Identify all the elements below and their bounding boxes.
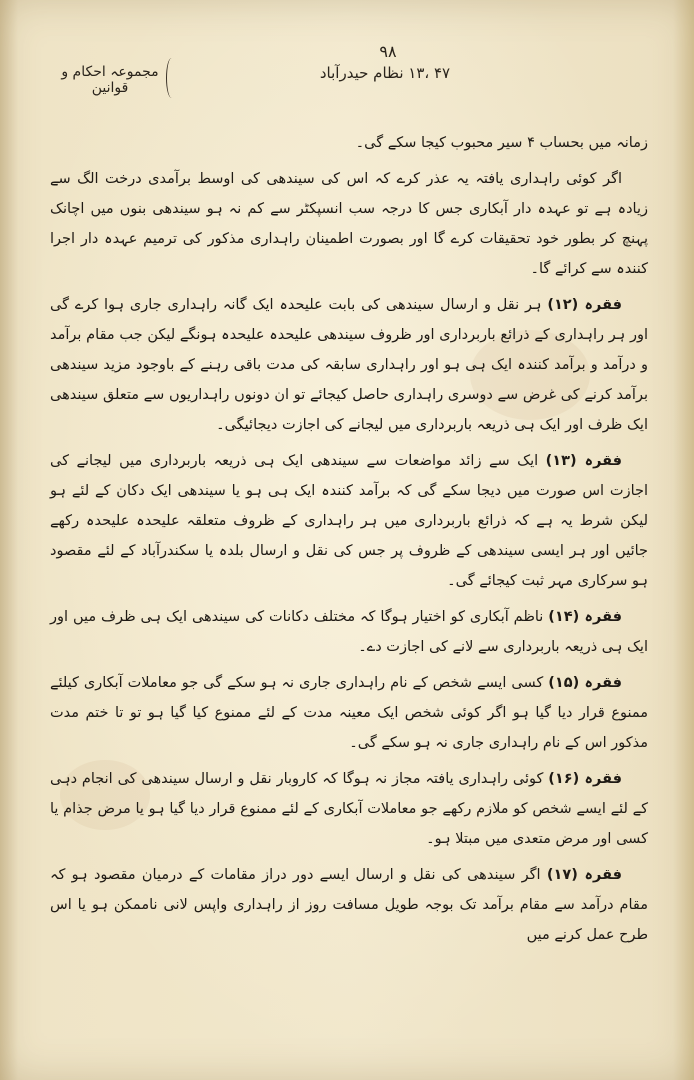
clause-label: فقرہ (۱۵) [548, 675, 622, 691]
clause-17 [50, 860, 648, 950]
clause-label: فقرہ (۱۷) [546, 867, 623, 883]
clause-text: کسی ایسے شخص کے نام راہداری جاری نہ ہو سکے گی جو معاملات آبکاری کیلئے ممنوع قرار دیا گیا ہو اگر کوئی شخص ایک معینہ مدت کے لئے ممنوع کیا گیا ہو تو تا ختم مدت مذکور اس کے نام راہداری جاری نہ ہو سکے گی۔ [50, 675, 648, 751]
paragraph [50, 128, 648, 158]
clause-13 [50, 446, 648, 596]
header-bracket [166, 58, 177, 98]
running-title: ۴۷ ،۱۳ نظام حیدرآباد [319, 64, 451, 82]
clause-15 [50, 668, 648, 758]
clause-label: فقرہ (۱۳) [545, 453, 623, 469]
clause-text: کوئی راہداری یافتہ مجاز نہ ہوگا کہ کاروبار نقل و ارسال سیندھی کی انجام دہی کے لئے ایسے شخص کو ملازم رکھے جو معاملات آبکاری کے لئے ممنوع قرار دیا گیا ہو یا مرض جذام یا کسی اور مرض متعدی میں مبتلا ہو۔ [50, 771, 648, 847]
paragraph-text: اگر کوئی راہداری یافتہ یہ عذر کرے کہ اس کی سیندھی کی اوسط برآمدی درخت الگ سے زیادہ ہے تو عہدہ دار آبکاری جس کا درجہ سب انسپکٹر سے کم نہ ہو سیندھی بنوں میں اچانک پہنچ کر بطور خود تحقیقات کرے گا اور بصورت اطمینان راہداری مذکور کی ترمیم عہدہ دار اجرا کنندہ سے کرائے گا۔ [50, 171, 648, 277]
paragraph [50, 164, 648, 284]
header-tag: مجموعہ احکام و قوانین [61, 64, 159, 96]
clause-text: ناظم آبکاری کو اختیار ہوگا کہ مختلف دکانات کی سیندھی ایک ہی ظرف میں اور ایک ہی ذریعہ باربرداری سے لانے کی اجازت دے۔ [50, 609, 648, 655]
clause-text: ہر نقل و ارسال سیندھی کی بابت علیحدہ ایک گانہ راہداری جاری ہوا کرے گی اور ہر راہداری کے ذرائع باربرداری اور ظروف سیندھی علیحدہ علیحدہ ہونگے لیکن جب مقام برآمد و درآمد و برآمد کنندہ ایک ہی ہو اور راہداری سابقہ کی مدت باقی رہنے کے باوجود مزید سیندھی برآمد کرنے کی غرض سے دوسری راہداری حاصل کیجائے تو ان دونوں راہداریوں سے متعلق سیندھی ایک ظرف اور ایک ہی ذریعہ باربرداری میں لیجانے کی اجازت دیجائیگی۔ [50, 297, 648, 433]
clause-label: فقرہ (۱۲) [547, 297, 623, 313]
clause-12 [50, 290, 648, 440]
page-header [40, 42, 654, 112]
clause-14 [50, 602, 648, 662]
clause-16 [50, 764, 648, 854]
clause-label: فقرہ (۱۴) [548, 609, 622, 625]
page-number: ۹۸ [379, 42, 397, 61]
clause-label: فقرہ (۱۶) [548, 771, 622, 787]
clause-text: اگر سیندھی کی نقل و ارسال ایسے دور دراز مقامات کے درمیان مقصود ہو کہ مقام درآمد سے مقام برآمد تک بوجہ طویل مسافت روز از راہداری واپس لانی ناممکن ہو یا اس طرح عمل کرنے میں [50, 867, 648, 943]
paragraph-text: زمانہ میں بحساب ۴ سیر محبوب کیجا سکے گی۔ [355, 135, 648, 151]
clause-text: ایک سے زائد مواضعات سے سیندھی ایک ہی ذریعہ باربرداری میں لیجانے کی اجازت اس صورت میں دیجا سکے گی کہ برآمد کنندہ ایک ہی ہو یا سیندھی ایک دکان کے لئے ہو لیکن شرط یہ ہے کہ ذرائع باربرداری میں ہر راہداری کے ظروف متعلقہ علیحدہ علیحدہ رکھے جائیں اور ہر ایسی سیندھی کے ظروف پر جس کی نقل و ارسال بلدہ یا سکندرآباد کے لئے مقصود ہو سرکاری مہر ثبت کیجائے گی۔ [50, 453, 648, 589]
body-text [50, 128, 648, 956]
